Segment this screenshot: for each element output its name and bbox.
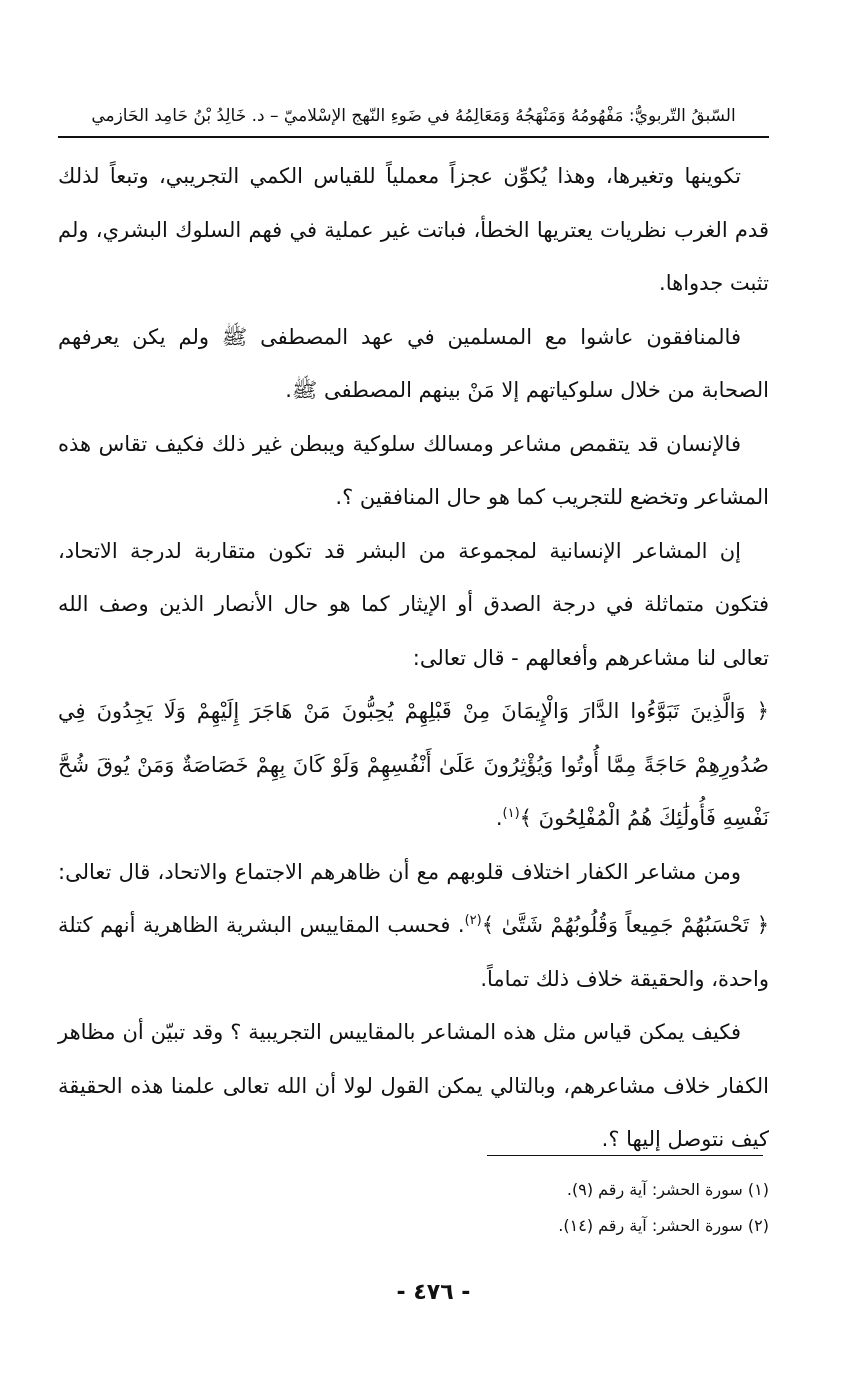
page-number: - ٤٧٦ - [396,1280,471,1305]
footnotes [380,1172,769,1244]
footnote-2: (٢) سورة الحشر: آية رقم (١٤). [558,1216,769,1235]
paragraph-5-start: ومن مشاعر الكفار اختلاف قلوبهم مع أن ظاهرهم الاجتماع والاتحاد، قال تعالى: [58,859,741,884]
quran-verse-2-text: تَحْسَبُهُمْ جَمِيعاً وَقُلُوبُهُمْ شَتَّىٰ [501,913,750,937]
quran-verse-1 [58,685,769,846]
footnote-ref-2: (٢) [464,913,482,928]
paragraph-6: فكيف يمكن قياس مثل هذه المشاعر بالمقاييس التجريبية ؟ وقد تبيّن أن مظاهر الكفار خلاف مشاعرهم، وبالتالي يمكن القول لولا أن الله تعالى علمنا هذه الحقيقة كيف نتوصل إليها ؟. [58,1020,769,1151]
quran-close-bracket: ﴾ [481,913,495,937]
paragraph-1: تكوينها وتغيرها، وهذا يُكوِّن عجزاً معملياً للقياس الكمي التجريبي، وتبعاً لذلك قدم الغرب نظريات يعتريها الخطأ، فباتت غير عملية في فهم السلوك البشري، ولم تثبت جدواها. [58,164,769,295]
footnote-ref-1: (١) [502,806,520,821]
main-text [58,150,769,1167]
footnote-1: (١) سورة الحشر: آية رقم (٩). [566,1180,769,1199]
footnote-divider [487,1155,763,1156]
paragraph-4: إن المشاعر الإنسانية لمجموعة من البشر قد تكون متقاربة لدرجة الاتحاد، فتكون متماثلة في درجة الصدق أو الإيثار كما هو حال الأنصار الذين وصف الله تعالى لنا مشاعرهم وأفعالهم - قال تعالى: [58,538,769,670]
quran-verse-1-text: وَالَّذِينَ تَبَوَّءُوا الدَّارَ وَالْإِيمَانَ مِنْ قَبْلِهِمْ يُحِبُّونَ مَنْ هَاجَرَ إِلَيْهِمْ وَلَا يَجِدُونَ فِي صُدُورِهِمْ حَاجَةً مِمَّا أُوتُوا وَيُؤْثِرُونَ عَلَىٰ أَنْفُسِهِمْ وَلَوْ كَانَ بِهِمْ خَصَاصَةٌ وَمَنْ يُوقَ شُحَّ نَفْسِهِ فَأُولَٰئِكَ هُمُ الْمُفْلِحُونَ [58,699,769,830]
paragraph-3: فالإنسان قد يتقمص مشاعر ومسالك سلوكية ويبطن غير ذلك فكيف تقاس هذه المشاعر وتخضع للتجريب كما هو حال المنافقين ؟. [58,431,769,509]
paragraph-2: فالمنافقون عاشوا مع المسلمين في عهد المصطفى ﷺ ولم يكن يعرفهم الصحابة من خلال سلوكياتهم إلا مَنْ بينهم المصطفى ﷺ. [58,324,769,402]
quran-close-bracket: ﴾ [519,806,532,830]
quran-open-bracket: ﴿ [756,913,769,937]
paragraph-5-end: . فحسب المقاييس البشرية الظاهرية أنهم كتلة واحدة، والحقيقة خلاف ذلك تماماً. [58,913,769,991]
paragraph-5 [58,846,769,1007]
quran-open-bracket: ﴿ [756,699,769,723]
header-divider [58,136,769,138]
quran-verse-1-end: . [495,806,503,830]
running-header: السّبقُ التّربويُّ: مَفْهُومُهُ وَمَنْهَجُهُ وَمَعَالِمُهُ في ضَوءِ النّهج الإسْلاميّ – د. خَالِدُ بْنُ حَامِد الحَازمي [91,106,736,126]
